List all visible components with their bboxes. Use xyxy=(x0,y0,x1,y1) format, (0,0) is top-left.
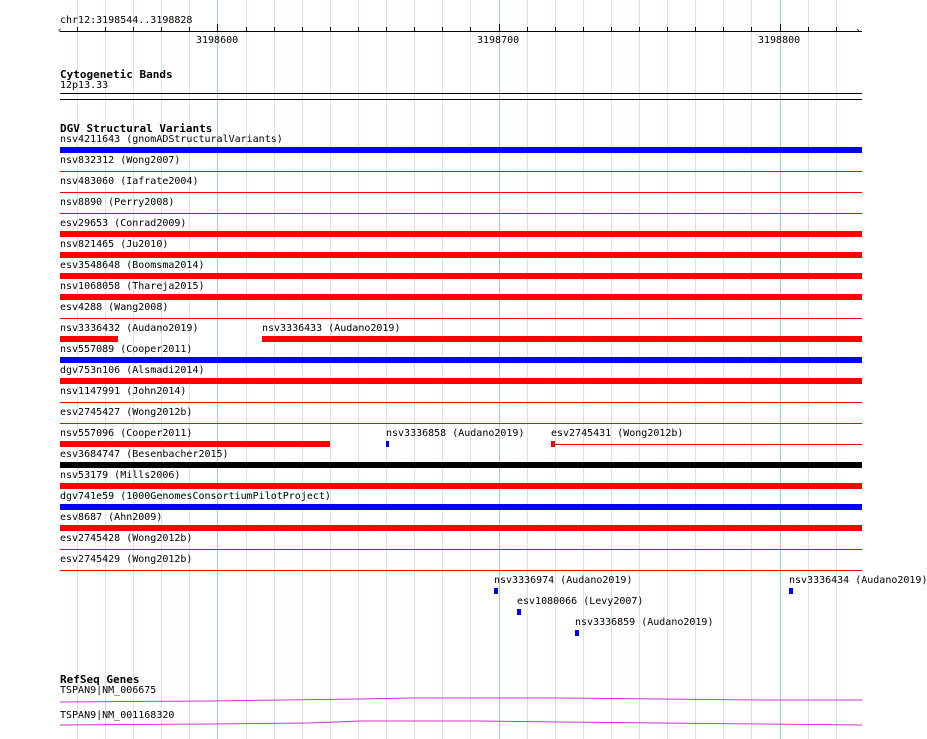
grid-line-minor xyxy=(414,0,415,739)
variant-label[interactable]: esv1080066 (Levy2007) xyxy=(517,596,644,607)
ruler-tick-minor xyxy=(639,27,640,32)
variant-bar[interactable] xyxy=(60,273,862,279)
grid-line-minor xyxy=(555,0,556,739)
ruler-tick-minor xyxy=(836,27,837,32)
variant-label[interactable]: dgv741e59 (1000GenomesConsortiumPilotProject) xyxy=(60,491,331,502)
gene-model[interactable] xyxy=(60,719,862,729)
variant-label[interactable]: nsv4211643 (gnomADStructuralVariants) xyxy=(60,134,283,145)
ruler-tick-minor xyxy=(723,27,724,32)
grid-line-minor xyxy=(808,0,809,739)
ruler-tick-minor xyxy=(555,27,556,32)
grid-line-minor xyxy=(470,0,471,739)
ruler-tick-minor xyxy=(527,27,528,32)
variant-bar[interactable] xyxy=(60,213,862,214)
ruler-tick-minor xyxy=(414,27,415,32)
grid-line-minor xyxy=(527,0,528,739)
ruler-tick-minor xyxy=(274,27,275,32)
variant-label[interactable]: nsv483060 (Iafrate2004) xyxy=(60,176,199,187)
variant-bar[interactable] xyxy=(555,444,862,445)
variant-bar[interactable] xyxy=(789,588,793,594)
variant-bar[interactable] xyxy=(60,525,862,531)
ruler-tick-minor xyxy=(330,27,331,32)
ruler-tick-minor xyxy=(246,27,247,32)
variant-label[interactable]: nsv821465 (Ju2010) xyxy=(60,239,169,250)
variant-label[interactable]: nsv3336432 (Audano2019) xyxy=(60,323,199,334)
grid-line-minor xyxy=(836,0,837,739)
ruler-tick-minor xyxy=(302,27,303,32)
dgv-track-title[interactable]: DGV Structural Variants xyxy=(60,122,213,135)
ruler-tick-minor xyxy=(667,27,668,32)
variant-bar[interactable] xyxy=(517,609,521,615)
ruler-position-label: 3198800 xyxy=(758,35,801,46)
grid-line-minor xyxy=(302,0,303,739)
variant-label[interactable]: esv2745427 (Wong2012b) xyxy=(60,407,193,418)
variant-bar[interactable] xyxy=(60,423,862,424)
variant-bar[interactable] xyxy=(60,402,862,403)
ruler-position-label: 3198700 xyxy=(477,35,520,46)
gene-label[interactable]: TSPAN9|NM_006675 xyxy=(60,685,157,696)
variant-bar[interactable] xyxy=(60,483,862,489)
variant-label[interactable]: nsv1147991 (John2014) xyxy=(60,386,187,397)
variant-bar[interactable] xyxy=(60,378,862,384)
variant-bar[interactable] xyxy=(60,570,862,571)
grid-line-minor xyxy=(442,0,443,739)
variant-label[interactable]: esv3548648 (Boomsma2014) xyxy=(60,260,205,271)
ruler-tick-minor xyxy=(189,27,190,32)
variant-label[interactable]: nsv557089 (Cooper2011) xyxy=(60,344,193,355)
variant-label[interactable]: esv2745429 (Wong2012b) xyxy=(60,554,193,565)
variant-label[interactable]: nsv832312 (Wong2007) xyxy=(60,155,181,166)
ruler-tick-minor xyxy=(583,27,584,32)
variant-bar[interactable] xyxy=(60,171,862,172)
ruler-tick-minor xyxy=(470,27,471,32)
variant-bar[interactable] xyxy=(60,192,862,193)
grid-line-minor xyxy=(330,0,331,739)
variant-label[interactable]: esv8687 (Ahn2009) xyxy=(60,512,163,523)
variant-bar[interactable] xyxy=(494,588,498,594)
variant-label[interactable]: nsv3336859 (Audano2019) xyxy=(575,617,714,628)
variant-bar[interactable] xyxy=(60,294,862,300)
refseq-track-title[interactable]: RefSeq Genes xyxy=(60,673,140,686)
gene-label[interactable]: TSPAN9|NM_001168320 xyxy=(60,710,175,721)
cytoband-line-bottom xyxy=(60,99,862,100)
variant-label[interactable]: nsv3336434 (Audano2019) xyxy=(789,575,927,586)
variant-bar[interactable] xyxy=(575,630,579,636)
grid-line-minor xyxy=(246,0,247,739)
grid-line-minor xyxy=(751,0,752,739)
variant-bar[interactable] xyxy=(262,336,862,342)
variant-bar[interactable] xyxy=(386,441,389,447)
ruler-left-arrow-icon: ‹ xyxy=(57,26,63,36)
ruler-tick-minor xyxy=(611,27,612,32)
ruler-tick-minor xyxy=(105,27,106,32)
ruler-tick-major xyxy=(217,24,218,32)
ruler-tick-minor xyxy=(808,27,809,32)
variant-label[interactable]: esv3684747 (Besenbacher2015) xyxy=(60,449,229,460)
variant-bar[interactable] xyxy=(60,357,862,363)
variant-label[interactable]: nsv3336433 (Audano2019) xyxy=(262,323,401,334)
variant-bar[interactable] xyxy=(60,231,862,237)
variant-bar[interactable] xyxy=(60,549,862,550)
ruler-tick-minor xyxy=(751,27,752,32)
variant-bar[interactable] xyxy=(60,252,862,258)
variant-bar[interactable] xyxy=(60,147,862,153)
variant-label[interactable]: nsv3336858 (Audano2019) xyxy=(386,428,525,439)
variant-label[interactable]: esv4288 (Wang2008) xyxy=(60,302,169,313)
variant-label[interactable]: nsv53179 (Mills2006) xyxy=(60,470,181,481)
cytoband-track-title[interactable]: Cytogenetic Bands xyxy=(60,68,173,81)
cytoband-label[interactable]: 12p13.33 xyxy=(60,80,109,91)
grid-line-minor xyxy=(723,0,724,739)
grid-line-minor xyxy=(274,0,275,739)
variant-label[interactable]: esv29653 (Conrad2009) xyxy=(60,218,187,229)
grid-line-major xyxy=(499,0,500,739)
ruler-tick-minor xyxy=(133,27,134,32)
grid-line-major xyxy=(780,0,781,739)
variant-bar[interactable] xyxy=(60,441,330,447)
ruler-tick-minor xyxy=(77,27,78,32)
grid-line-minor xyxy=(386,0,387,739)
grid-line-major xyxy=(217,0,218,739)
variant-bar[interactable] xyxy=(60,462,862,468)
ruler-tick-minor xyxy=(161,27,162,32)
ruler-position-label: 3198600 xyxy=(196,35,239,46)
ruler-tick-minor xyxy=(695,27,696,32)
variant-label[interactable]: nsv1068058 (Thareja2015) xyxy=(60,281,205,292)
variant-bar[interactable] xyxy=(60,504,862,510)
grid-line-minor xyxy=(358,0,359,739)
ruler-location: chr12:3198544..3198828 xyxy=(60,15,193,26)
ruler-tick-major xyxy=(780,24,781,32)
ruler-tick-minor xyxy=(358,27,359,32)
ruler-right-arrow-icon: › xyxy=(855,26,861,36)
ruler-tick-minor xyxy=(442,27,443,32)
variant-label[interactable]: nsv557096 (Cooper2011) xyxy=(60,428,193,439)
ruler-tick-minor xyxy=(386,27,387,32)
ruler-tick-major xyxy=(499,24,500,32)
variant-bar[interactable] xyxy=(60,336,118,342)
variant-label[interactable]: nsv8890 (Perry2008) xyxy=(60,197,175,208)
cytoband-line-top xyxy=(60,93,862,94)
variant-label[interactable]: dgv753n106 (Alsmadi2014) xyxy=(60,365,205,376)
gene-model[interactable] xyxy=(60,694,862,704)
variant-label[interactable]: esv2745431 (Wong2012b) xyxy=(551,428,684,439)
ruler-axis xyxy=(60,31,862,32)
variant-bar[interactable] xyxy=(60,318,862,319)
variant-label[interactable]: nsv3336974 (Audano2019) xyxy=(494,575,633,586)
variant-label[interactable]: esv2745428 (Wong2012b) xyxy=(60,533,193,544)
